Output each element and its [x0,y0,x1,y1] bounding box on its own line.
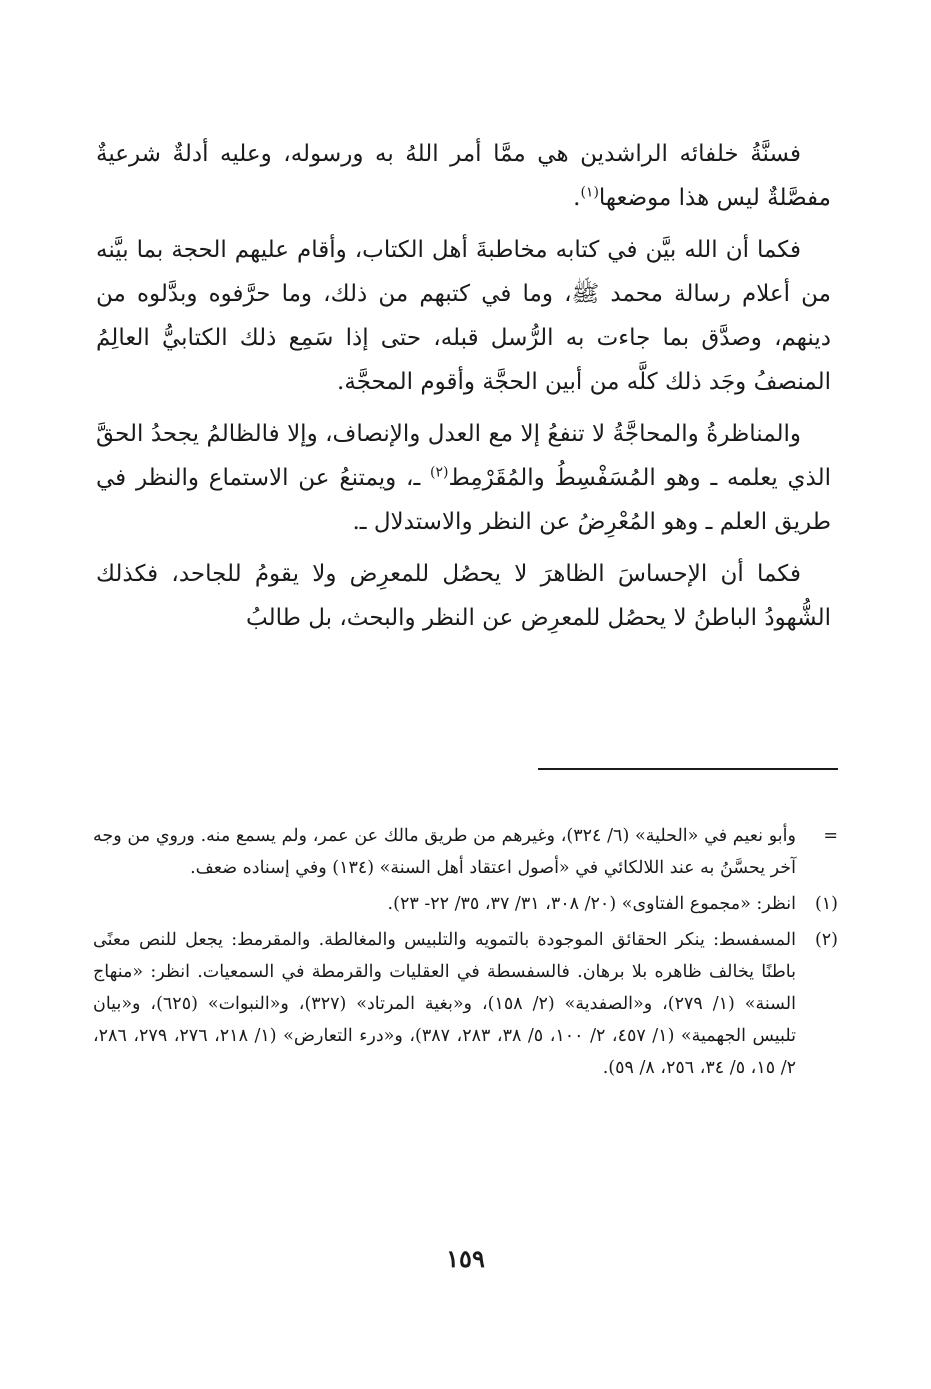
paragraph-4 [96,552,831,640]
paragraph-3-text: والمناظرةُ والمحاجَّةُ لا تنفعُ إلا مع العدل والإنصاف، وإلا فالظالمُ يجحدُ الحقَّ الذي يعلمه ـ وهو المُسَفْسِطُ والمُقَرْمِط [96,421,831,491]
footnote-mark: (١) [814,894,838,914]
footnote-1 [93,888,838,920]
footnotes [93,820,838,1088]
paragraph-3 [96,412,831,544]
footnote-2 [93,924,838,1084]
page-number: ١٥٩ [446,1244,485,1273]
main-text [96,132,831,648]
footnote-continuation [93,820,838,884]
footnote-mark: = [823,826,838,846]
footnote-ref-1: (١) [580,184,599,201]
footnote-separator [538,768,838,770]
footnote-text: انظر: «مجموع الفتاوى» (٢٠/ ٣٠٨، ٣١/ ٣٧، ٣٥/ ٢٢- ٢٣). [387,894,796,914]
footnote-text: المسفسط: ينكر الحقائق الموجودة بالتمويه والتلبيس والمغالطة. والمقرمط: يجعل للنص معنًى باطنًا يخالف ظاهره بلا برهان. فالسفسطة في العقليات والقرمطة في السمعيات. انظر: «منهاج السنة» (١/ ٢٧٩)، و«الصفدية» (٢/ ١٥٨)، و«بغية المرتاد» (٣٢٧)، و«النبوات» (٦٢٥)، و«بيان تلبيس الجهمية» (١/ ٤٥٧، ٢/ ١٠٠، ٥/ ٣٨، ٢٨٣، ٣٨٧)، و«درء التعارض» (١/ ٢١٨، ٢٧٦، ٢٧٩، ٢٨٦، ٢/ ١٥، ٥/ ٣٤، ٢٥٦، ٨/ ٥٩). [93,930,797,1078]
footnote-ref-2: (٢) [430,464,449,481]
footnote-text: وأبو نعيم في «الحلية» (٦/ ٣٢٤)، وغيرهم من طريق مالك عن عمر، ولم يسمع منه. وروي من وجه آخر يحسَّنُ به عند اللالكائي في «أصول اعتقاد أهل السنة» (١٣٤) وفي إسناده ضعف. [93,826,796,878]
paragraph-1-end: . [573,185,581,211]
footnote-mark: (٢) [814,930,838,950]
paragraph-4-text: فكما أن الإحساسَ الظاهرَ لا يحصُل للمعرِض ولا يقومُ للجاحد، فكذلك الشُّهودُ الباطنُ لا يحصُل للمعرِض عن النظر والبحث، بل طالبُ [96,561,831,631]
paragraph-2-text: فكما أن الله بيَّن في كتابه مخاطبةَ أهل الكتاب، وأقام عليهم الحجة بما بيَّنه من أعلام رسالة محمد ﷺ، وما في كتبهم من ذلك، وما حرَّفوه وبدَّلوه من دينهم، وصدَّق بما جاءت به الرُّسل قبله، حتى إذا سَمِع ذلك الكتابيُّ العالِمُ المنصفُ وجَد ذلك كلَّه من أبين الحجَّة وأقوم المحجَّة. [96,237,831,395]
paragraph-1 [96,132,831,220]
paragraph-1-text: فسنَّةُ خلفائه الراشدين هي ممَّا أمر اللهُ به ورسوله، وعليه أدلةٌ شرعيةٌ مفصَّلةٌ ليس هذا موضعها [96,141,831,211]
paragraph-3-end: ـ، ويمتنعُ عن الاستماع والنظر في طريق العلم ـ وهو المُعْرِضُ عن النظر والاستدلال ـ. [96,465,831,535]
paragraph-2 [96,228,831,404]
